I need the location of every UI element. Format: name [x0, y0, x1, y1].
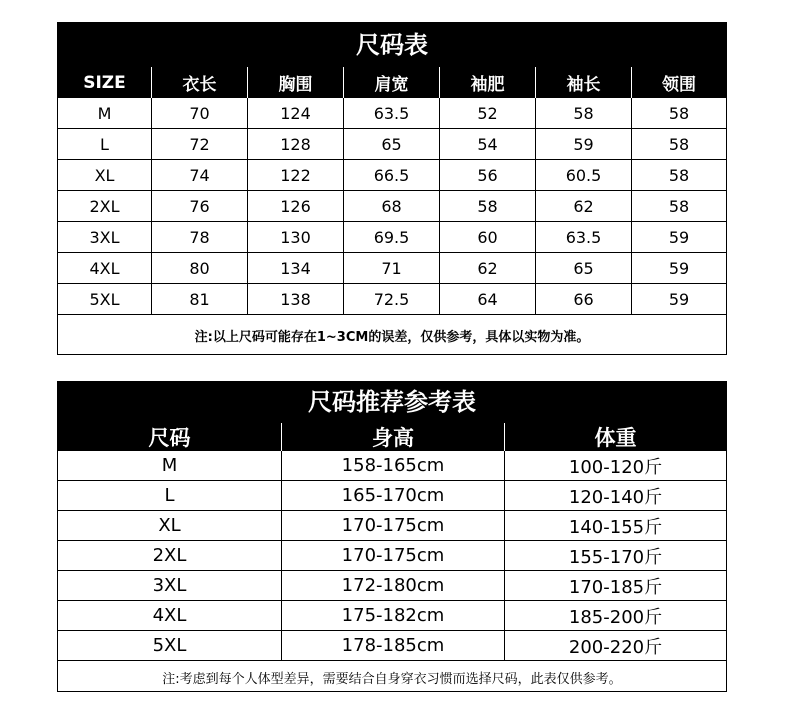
- size-recommendation-header-cell: 身高: [282, 423, 505, 451]
- size-chart-cell: 66: [536, 284, 632, 315]
- size-chart-cell: 72.5: [344, 284, 440, 315]
- table-row: [58, 601, 726, 631]
- size-chart-cell: 80: [152, 253, 248, 284]
- size-chart-cell: 78: [152, 222, 248, 253]
- table-row: [58, 191, 726, 222]
- size-recommendation-cell: XL: [58, 511, 282, 541]
- table-row: [58, 451, 726, 481]
- table-row: [58, 129, 726, 160]
- size-chart-cell: 59: [536, 129, 632, 160]
- size-chart-cell: 52: [440, 98, 536, 129]
- size-chart-cell: 5XL: [58, 284, 152, 315]
- size-chart-cell: 72: [152, 129, 248, 160]
- size-chart-cell: 2XL: [58, 191, 152, 222]
- size-recommendation-cell: 200-220斤: [505, 631, 726, 661]
- size-recommendation-cell: 3XL: [58, 571, 282, 601]
- size-chart-cell: 81: [152, 284, 248, 315]
- size-chart-cell: 65: [344, 129, 440, 160]
- size-chart-header-cell: 胸围: [248, 67, 344, 98]
- size-chart-cell: 68: [344, 191, 440, 222]
- size-chart-cell: 66.5: [344, 160, 440, 191]
- size-chart-cell: 63.5: [536, 222, 632, 253]
- size-chart-note: 注:以上尺码可能存在1~3CM的误差，仅供参考，具体以实物为准。: [194, 330, 590, 345]
- size-chart-cell: 60: [440, 222, 536, 253]
- size-recommendation-cell: 120-140斤: [505, 481, 726, 511]
- size-chart-title: 尺码表: [58, 23, 726, 67]
- size-chart-cell: 71: [344, 253, 440, 284]
- size-chart-cell: 58: [536, 98, 632, 129]
- size-recommendation-cell: 172-180cm: [282, 571, 505, 601]
- size-chart-cell: 3XL: [58, 222, 152, 253]
- size-recommendation-cell: 170-175cm: [282, 511, 505, 541]
- size-recommendation-cell: 155-170斤: [505, 541, 726, 571]
- size-chart-cell: 138: [248, 284, 344, 315]
- size-recommendation-cell: 170-175cm: [282, 541, 505, 571]
- table-row: [58, 571, 726, 601]
- size-chart-cell: 76: [152, 191, 248, 222]
- size-chart-cell: 64: [440, 284, 536, 315]
- table-row: [58, 511, 726, 541]
- size-chart-cell: 74: [152, 160, 248, 191]
- size-recommendation-cell: M: [58, 451, 282, 481]
- size-recommendation-cell: 100-120斤: [505, 451, 726, 481]
- size-recommendation-cell: 158-165cm: [282, 451, 505, 481]
- table-row: [58, 98, 726, 129]
- size-recommendation-cell: 4XL: [58, 601, 282, 631]
- size-recommendation-cell: 5XL: [58, 631, 282, 661]
- table-row: [58, 160, 726, 191]
- size-chart-cell: 69.5: [344, 222, 440, 253]
- size-chart-table: [57, 22, 727, 355]
- size-chart-cell: 128: [248, 129, 344, 160]
- size-chart-cell: L: [58, 129, 152, 160]
- table-row: [58, 222, 726, 253]
- size-chart-cell: 59: [632, 253, 726, 284]
- table-row: [58, 253, 726, 284]
- size-chart-cell: 60.5: [536, 160, 632, 191]
- size-chart-cell: 65: [536, 253, 632, 284]
- size-recommendation-cell: 165-170cm: [282, 481, 505, 511]
- size-recommendation-cell: L: [58, 481, 282, 511]
- size-chart-cell: 58: [440, 191, 536, 222]
- size-recommendation-cell: 2XL: [58, 541, 282, 571]
- size-chart-cell: 62: [536, 191, 632, 222]
- size-chart-cell: 70: [152, 98, 248, 129]
- size-chart-cell: 58: [632, 129, 726, 160]
- size-recommendation-cell: 140-155斤: [505, 511, 726, 541]
- size-chart-cell: 4XL: [58, 253, 152, 284]
- table-row: [58, 541, 726, 571]
- size-recommendation-header-cell: 体重: [505, 423, 726, 451]
- size-recommendation-cell: 185-200斤: [505, 601, 726, 631]
- size-recommendation-note: 注:考虑到每个人体型差异，需要结合自身穿衣习惯而选择尺码，此表仅供参考。: [162, 671, 622, 687]
- size-recommendation-header-cell: 尺码: [58, 423, 282, 451]
- size-chart-cell: 134: [248, 253, 344, 284]
- size-recommendation-table: [57, 381, 727, 692]
- size-chart-header-cell: 袖肥: [440, 67, 536, 98]
- size-chart-header-cell: 袖长: [536, 67, 632, 98]
- table-row: [58, 481, 726, 511]
- size-recommendation-header-row: [58, 423, 726, 451]
- size-chart-cell: 58: [632, 191, 726, 222]
- size-chart-cell: XL: [58, 160, 152, 191]
- size-chart-body: [58, 98, 726, 315]
- size-chart-cell: 63.5: [344, 98, 440, 129]
- size-chart-header-cell: 领围: [632, 67, 726, 98]
- size-chart-cell: 58: [632, 160, 726, 191]
- size-chart-cell: 124: [248, 98, 344, 129]
- table-row: [58, 631, 726, 661]
- size-chart-cell: 59: [632, 222, 726, 253]
- size-chart-header-cell: SIZE: [58, 67, 152, 98]
- size-chart-header-cell: 肩宽: [344, 67, 440, 98]
- size-chart-cell: 56: [440, 160, 536, 191]
- size-chart-cell: 54: [440, 129, 536, 160]
- size-chart-header-cell: 衣长: [152, 67, 248, 98]
- size-chart-cell: 58: [632, 98, 726, 129]
- size-chart-cell: M: [58, 98, 152, 129]
- size-chart-cell: 59: [632, 284, 726, 315]
- size-chart-cell: 126: [248, 191, 344, 222]
- size-recommendation-cell: 175-182cm: [282, 601, 505, 631]
- table-row: [58, 284, 726, 315]
- size-chart-cell: 122: [248, 160, 344, 191]
- size-chart-header-row: [58, 67, 726, 98]
- size-recommendation-body: [58, 451, 726, 661]
- size-recommendation-cell: 178-185cm: [282, 631, 505, 661]
- size-recommendation-cell: 170-185斤: [505, 571, 726, 601]
- size-chart-cell: 62: [440, 253, 536, 284]
- size-chart-cell: 130: [248, 222, 344, 253]
- size-recommendation-title: 尺码推荐参考表: [58, 382, 726, 423]
